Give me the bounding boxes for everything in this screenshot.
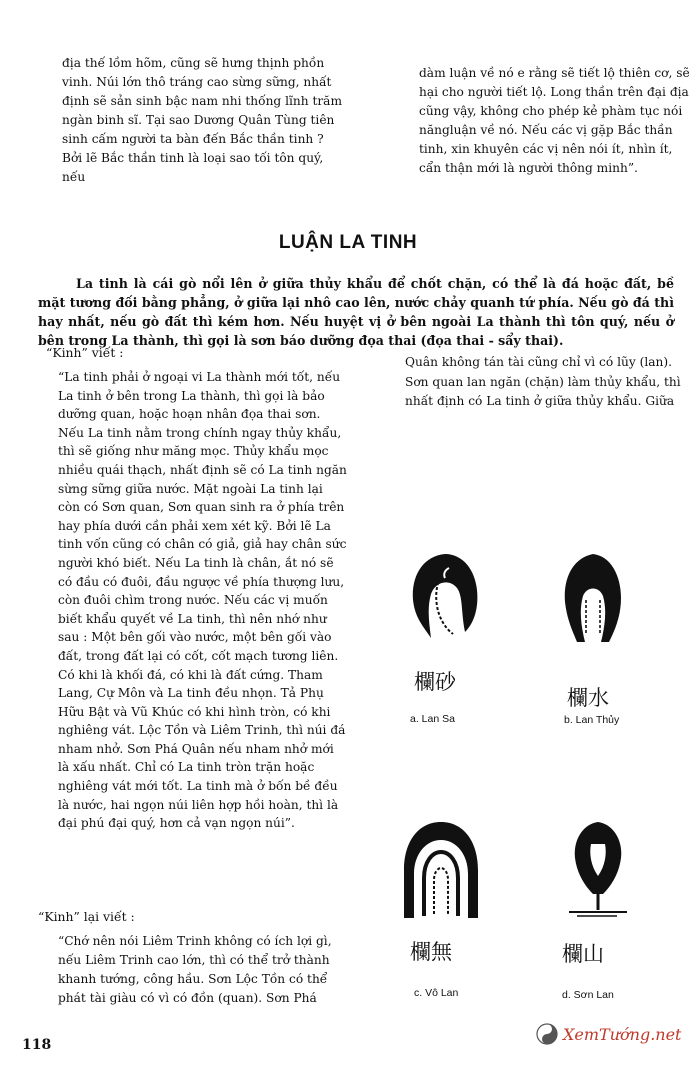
right-column-paragraph: Quân không tán tài cũng chỉ vì có lũy (lan). Sơn quan lan ngăn (chặn) làm thủy khẩu, thì nhất định có La tinh ở giữa thủy khẩu. Giữa: [405, 355, 681, 408]
figure-lan-thuy-caption: b. Lan Thủy: [564, 714, 620, 726]
kinh-quote-1: “La tinh phải ở ngoại vi La thành mới tốt, nếu La tinh ở bên trong La thành, thì gọi là bảo dưỡng quan, hoặc hoạn nhân đọa thai sơn. Nếu La tinh nằm trong chính ngay thủy khẩu, thì sẽ giống như măng mọc. Thủy khẩu mọc nhiều quái thạch, nhất định sẽ có La tinh ngăn sừng sững giữa nước. Mặt ngoài La tinh lại còn có Sơn quan, Sơn quan sinh ra ở phía trên hay phía dưới cần phải xem xét kỹ. Bởi lẽ La tinh vốn cũng có chân có giả, giả hay chân sức người khó biết. Nếu La tinh là chân, ắt nó sẽ có đầu có đuôi, đầu ngược về phía thượng lưu, còn đuôi chìm trong nước. Nếu các vị muốn biết khẩu quyết về La tinh, thì nên nhớ như sau : Một bên gối vào nước, một bên gối vào đất, trong đất lại có cốt, cốt mạch tương liên. Có khi là khối đá, có khi là đất cứng. Tham Lang, Cự Môn và La tinh đều nhọn. Tả Phụ Hữu Bật và Vũ Khúc có khi hình tròn, có khi nghiêng vát. Lộc Tồn và Liêm Trinh, thì núi đá nham nhở. Sơn Phá Quân nếu nham nhở mới là xấu nhất. Chỉ có La tinh tròn trặn hoặc nghiêng vát mới tốt. La tinh mà ở bốn bề đều là nước, hai ngọn núi liên hợp hồi hoàn, thì là đại phú đại quý, hơn cả vạn ngọn núi”.: [58, 370, 347, 831]
figure-vo-lan-chinese: 欄無: [410, 940, 452, 964]
kinh-quote-2: “Chớ nên nói Liêm Trinh không có ích lợi gì, nếu Liêm Trinh cao lớn, thì có thể trở thành khanh tướng, công hầu. Sơn Lộc Tồn có thể phát tài giàu có vì có đồn (quan). Sơn Phá: [58, 934, 332, 1005]
watermark: [535, 1022, 681, 1046]
figure-lan-thuy-chinese: 欄水: [567, 686, 609, 710]
figure-son-lan-chinese: 欄山: [562, 942, 604, 966]
kinh-heading-2: “Kinh” lại viết :: [38, 909, 135, 924]
top-left-paragraph: địa thế lồm hõm, cũng sẽ hưng thịnh phồn vinh. Núi lớn thô tráng cao sừng sững, nhất định sẽ sản sinh bậc nam nhi thống lĩnh trăm ngàn binh sĩ. Tại sao Dương Quân Tùng tiên sinh cấm người ta bàn đến Bắc thần tinh ? Bởi lẽ Bắc thần tinh là loại sao tối tôn quý, nếu: [62, 56, 343, 184]
figure-vo-lan-drawing: [398, 818, 484, 922]
yin-yang-icon: [535, 1022, 559, 1046]
figure-vo-lan-caption: c. Vô Lan: [414, 987, 459, 999]
figure-son-lan-drawing: [555, 818, 641, 922]
watermark-text: XemTướng.net: [563, 1024, 682, 1044]
figure-son-lan-caption: d. Sơn Lan: [562, 989, 614, 1001]
page-number: 118: [22, 1037, 52, 1053]
figure-lan-thuy-drawing: [553, 550, 633, 650]
top-right-paragraph: dàm luận về nó e rằng sẽ tiết lộ thiên cơ, sẽ hại cho người tiết lộ. Long thần trên đại địa cũng vậy, không cho phép kẻ phàm tục nói năngluận về nó. Nếu các vị gặp Bắc thần tinh, xin khuyên các vị nên nói ít, nhìn ít, cẩn thận mới là người thông minh”.: [419, 66, 690, 175]
kinh-heading-1: “Kinh” viết :: [46, 345, 124, 360]
intro-paragraph: La tinh là cái gò nổi lên ở giữa thủy khẩu để chốt chặn, có thể là đá hoặc đất, bề mặt tương đối bằng phẳng, ở giữa lại nhô cao lên, nước chảy quanh tứ phía. Nếu gò đá thì hay nhất, nếu gò đất thì kém hơn. Nếu huyệt vị ở bên ngoài La thành thì tôn quý, nếu ở bên trong La thành, thì gọi là sơn báo dưỡng đọa thai (đọa thai - sẩy thai).: [38, 276, 674, 348]
section-title: LUẬN LA TINH: [278, 232, 418, 253]
figure-lan-sa-drawing: [405, 548, 485, 648]
figure-lan-sa-caption: a. Lan Sa: [410, 713, 455, 725]
figure-lan-sa-chinese: 欄砂: [414, 670, 456, 694]
